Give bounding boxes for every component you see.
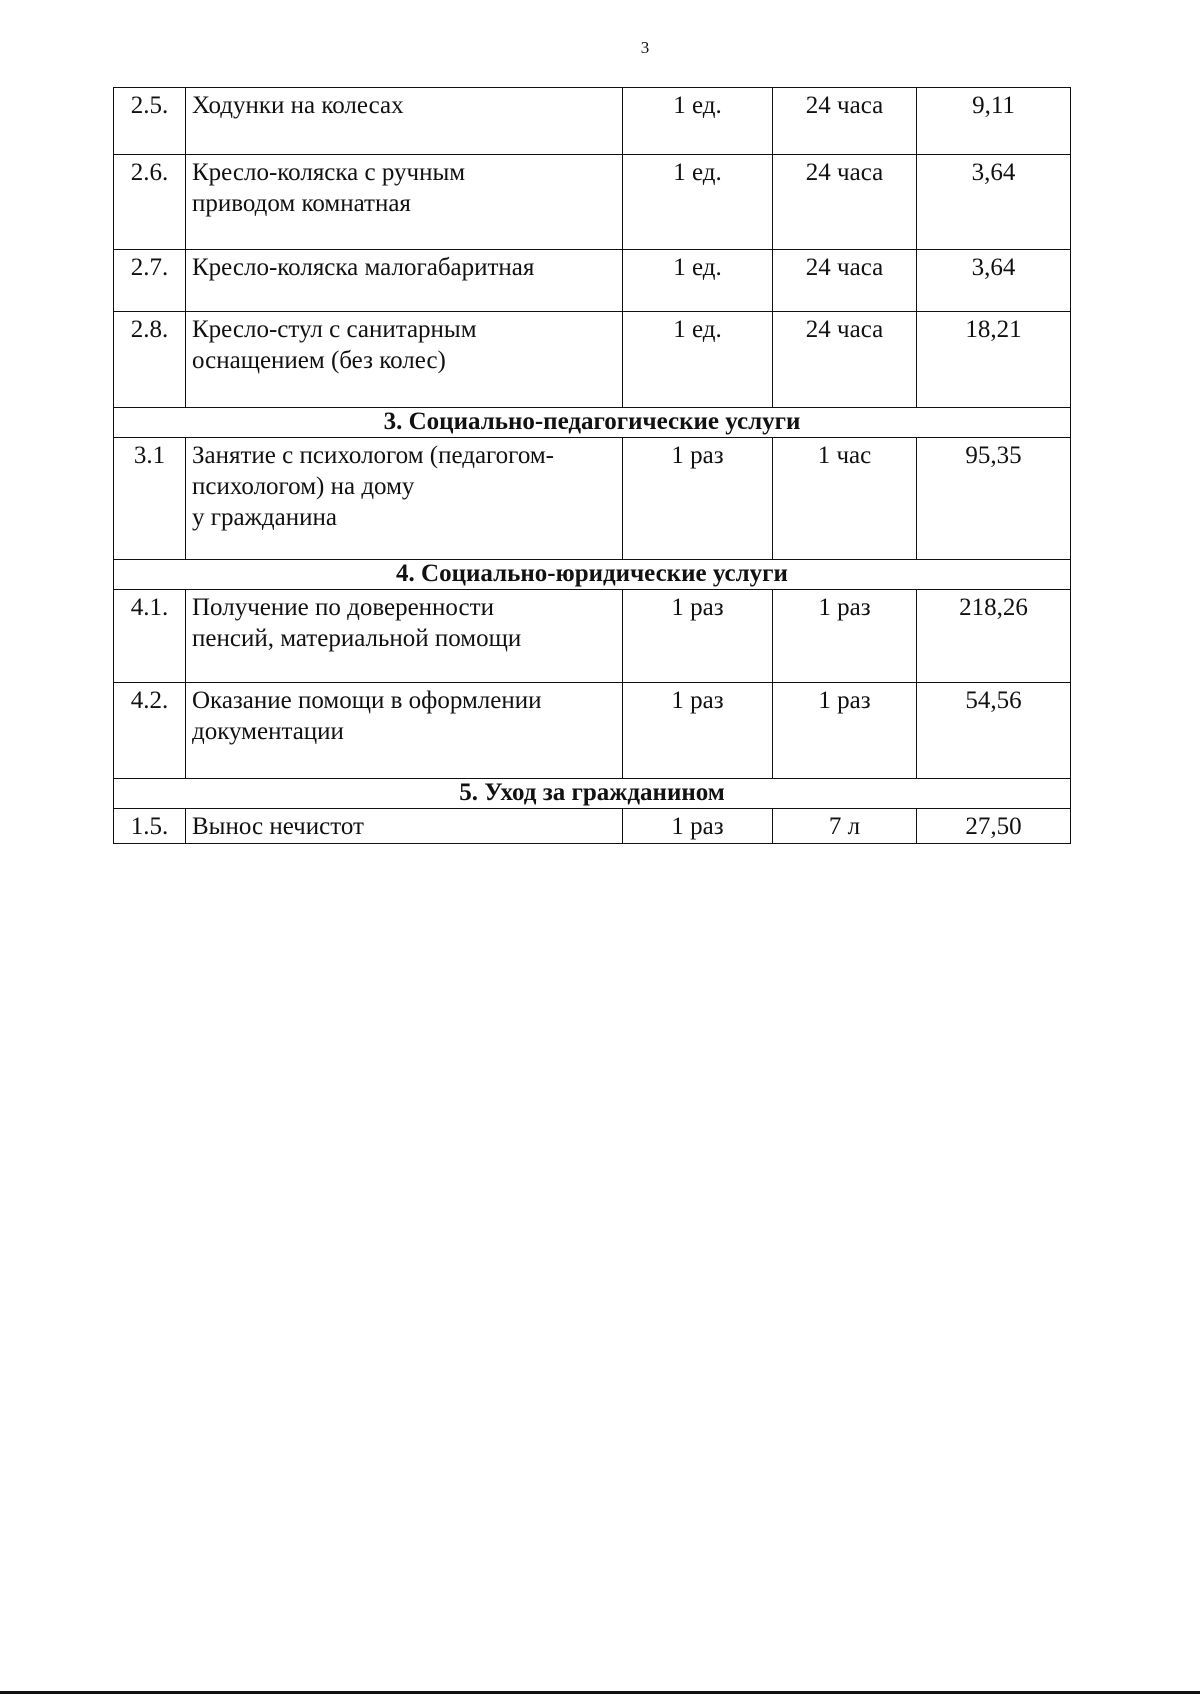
section-heading-row — [114, 560, 1071, 590]
service-name-line: Занятие с психологом (педагогом- — [192, 442, 554, 469]
services-table-body — [114, 88, 1071, 844]
service-name-line: оснащением (без колес) — [192, 347, 446, 374]
bottom-rule — [0, 1691, 1200, 1694]
section-heading-row — [114, 408, 1071, 438]
service-name-line: психологом) на дому — [192, 473, 415, 500]
service-duration: 1 раз — [773, 590, 917, 683]
service-number: 2.8. — [114, 312, 186, 408]
service-price: 95,35 — [917, 438, 1071, 560]
service-price: 3,64 — [917, 155, 1071, 250]
service-number: 4.1. — [114, 590, 186, 683]
service-number: 2.5. — [114, 88, 186, 155]
service-price: 18,21 — [917, 312, 1071, 408]
section-heading: 4. Социально-юридические услуги — [114, 560, 1071, 590]
service-row — [114, 250, 1071, 312]
service-unit: 1 раз — [623, 809, 773, 844]
service-price: 27,50 — [917, 809, 1071, 844]
service-duration: 24 часа — [773, 88, 917, 155]
service-price: 218,26 — [917, 590, 1071, 683]
section-heading: 5. Уход за гражданином — [114, 779, 1071, 809]
service-name — [186, 88, 623, 155]
section-heading-row — [114, 779, 1071, 809]
service-duration: 24 часа — [773, 155, 917, 250]
service-name-line: документации — [192, 718, 344, 745]
service-name-line: Кресло-коляска малогабаритная — [192, 254, 535, 281]
service-duration: 24 часа — [773, 312, 917, 408]
service-number: 1.5. — [114, 809, 186, 844]
service-row — [114, 590, 1071, 683]
service-duration: 1 раз — [773, 683, 917, 779]
service-name-line: Получение по доверенности — [192, 594, 494, 621]
service-name-line: Кресло-стул с санитарным — [192, 316, 477, 343]
service-name-line: приводом комнатная — [192, 190, 411, 217]
service-name — [186, 250, 623, 312]
service-unit: 1 ед. — [623, 155, 773, 250]
page-number: 3 — [640, 38, 650, 57]
service-unit: 1 ед. — [623, 312, 773, 408]
service-price: 9,11 — [917, 88, 1071, 155]
service-number: 2.7. — [114, 250, 186, 312]
services-price-table — [113, 87, 1071, 844]
service-unit: 1 ед. — [623, 88, 773, 155]
service-price: 3,64 — [917, 250, 1071, 312]
service-name — [186, 438, 623, 560]
service-row — [114, 809, 1071, 844]
service-unit: 1 раз — [623, 683, 773, 779]
service-row — [114, 438, 1071, 560]
service-duration: 24 часа — [773, 250, 917, 312]
service-name-line: Оказание помощи в оформлении — [192, 687, 542, 714]
service-unit: 1 ед. — [623, 250, 773, 312]
service-price: 54,56 — [917, 683, 1071, 779]
service-unit: 1 раз — [623, 438, 773, 560]
service-name — [186, 312, 623, 408]
service-number: 4.2. — [114, 683, 186, 779]
service-row — [114, 683, 1071, 779]
service-name-line: у гражданина — [192, 504, 337, 531]
service-duration: 7 л — [773, 809, 917, 844]
service-name — [186, 809, 623, 844]
service-name — [186, 683, 623, 779]
service-name — [186, 155, 623, 250]
service-name-line: Кресло-коляска с ручным — [192, 159, 466, 186]
service-name-line: Ходунки на колесах — [192, 92, 404, 119]
service-name — [186, 590, 623, 683]
service-row — [114, 88, 1071, 155]
service-duration: 1 час — [773, 438, 917, 560]
service-name-line: пенсий, материальной помощи — [192, 625, 522, 652]
service-name-line: Вынос нечистот — [192, 813, 364, 840]
section-heading: 3. Социально-педагогические услуги — [114, 408, 1071, 438]
service-row — [114, 312, 1071, 408]
service-row — [114, 155, 1071, 250]
service-number: 2.6. — [114, 155, 186, 250]
service-unit: 1 раз — [623, 590, 773, 683]
service-number: 3.1 — [114, 438, 186, 560]
